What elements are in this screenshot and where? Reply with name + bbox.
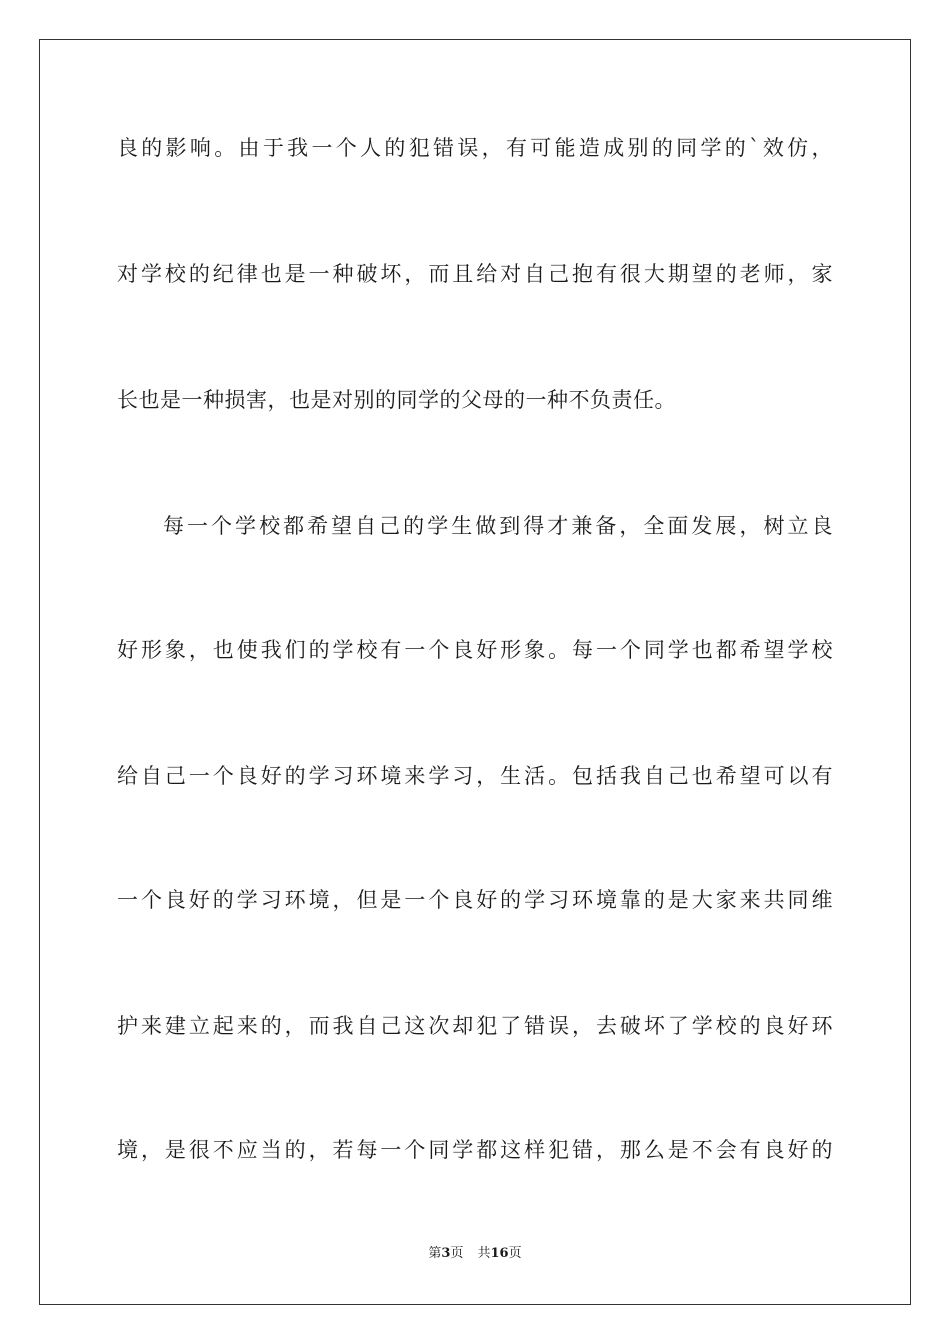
text-line-2: 对学校的纪律也是一种破坏，而且给对自己抱有很大期望的老师，家	[117, 262, 833, 286]
page-label-suffix: 页	[450, 1246, 464, 1261]
text-line-7: 一个良好的学习环境，但是一个良好的学习环境靠的是大家来共同维	[117, 888, 833, 912]
total-label-prefix: 共	[477, 1246, 491, 1261]
page-number: 3	[441, 1246, 451, 1261]
text-line-9: 境，是很不应当的，若每一个同学都这样犯错，那么是不会有良好的	[117, 1138, 833, 1162]
page-label-prefix: 第	[428, 1246, 442, 1261]
page-border	[39, 39, 911, 1305]
text-line-8: 护来建立起来的，而我自己这次却犯了错误，去破坏了学校的良好环	[117, 1014, 833, 1038]
text-line-6: 给自己一个良好的学习环境来学习，生活。包括我自己也希望可以有	[117, 764, 833, 788]
text-line-4: 每一个学校都希望自己的学生做到得才兼备，全面发展，树立良	[163, 514, 833, 538]
page-footer	[0, 1245, 950, 1263]
text-line-3: 长也是一种损害，也是对别的同学的父母的一种不负责任。	[117, 388, 676, 412]
text-line-1: 良的影响。由于我一个人的犯错误，有可能造成别的同学的`效仿，	[117, 136, 833, 160]
total-label-suffix: 页	[508, 1246, 522, 1261]
total-pages: 16	[490, 1246, 509, 1261]
text-line-5: 好形象，也使我们的学校有一个良好形象。每一个同学也都希望学校	[117, 638, 833, 662]
